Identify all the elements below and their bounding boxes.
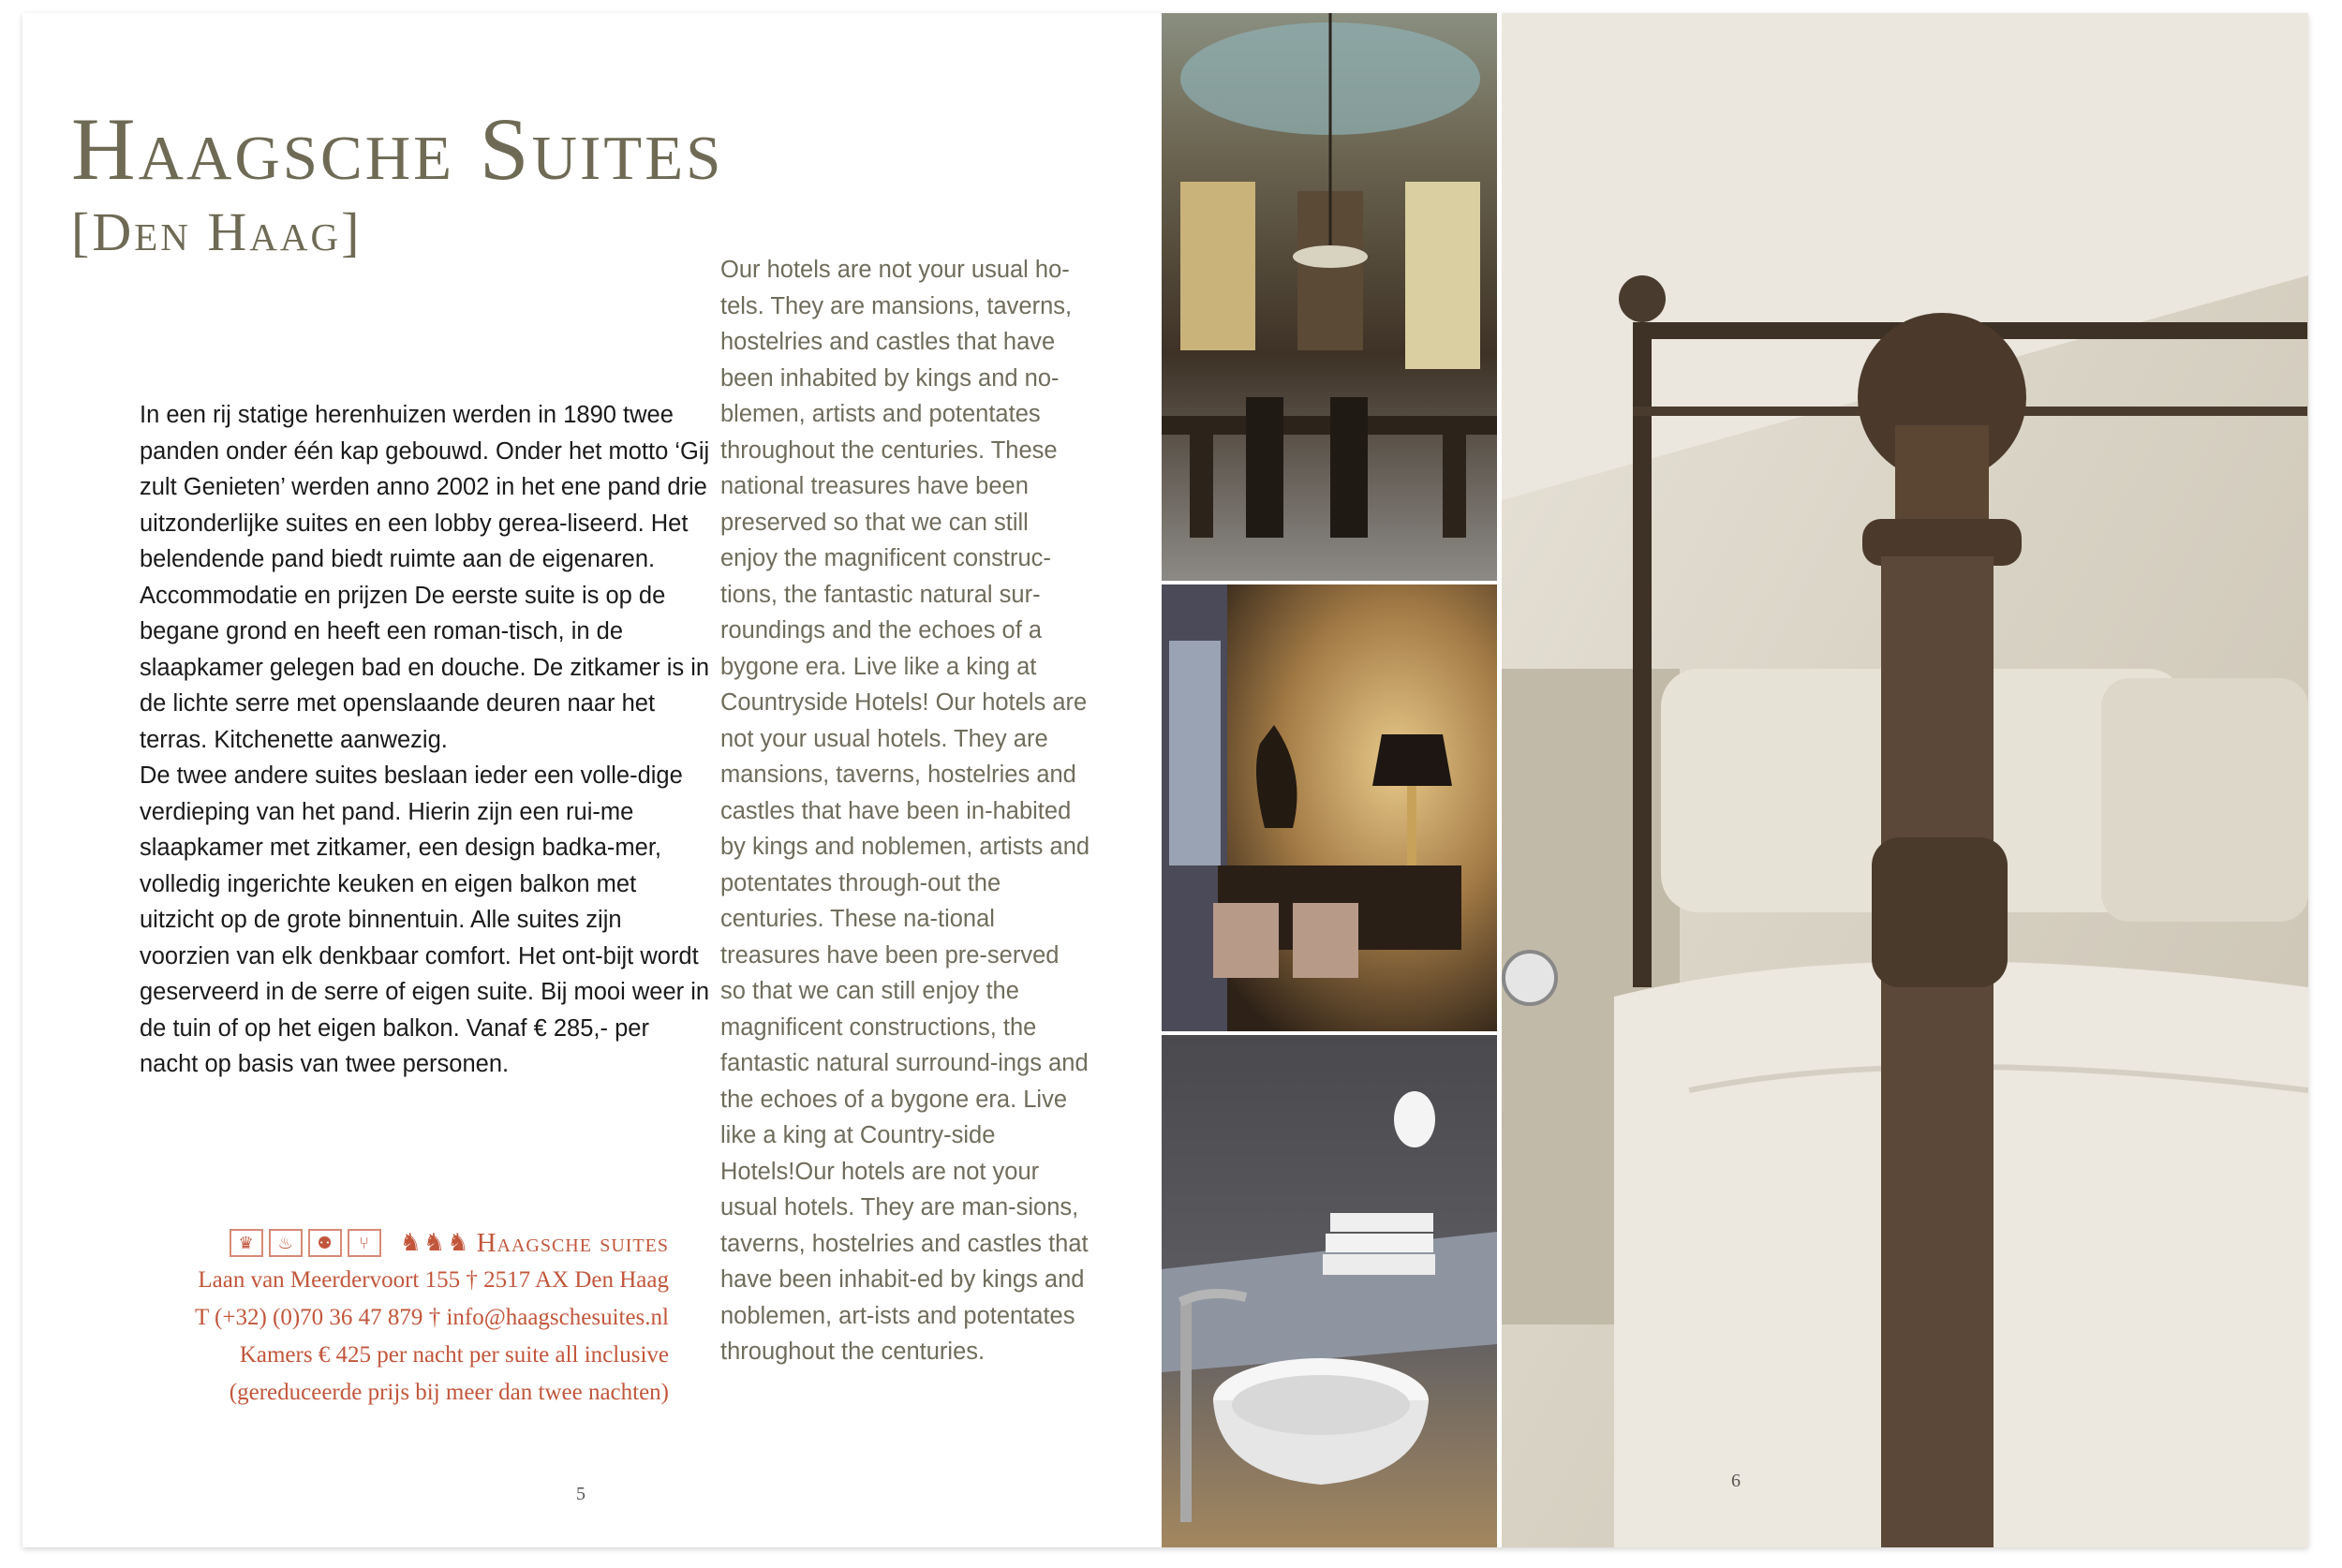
dutch-description — [140, 397, 711, 1083]
page-number-left: 5 — [576, 1484, 586, 1504]
english-description: Our hotels are not your usual ho-tels. They are mansions, taverns, hostelries and castles that have been inhabited by kings and no-blemen, artists and potentates throughout the centuries. These national treasures have been preserved so that we can still enjoy the magnificent construc-tions, the fantastic natural sur-roundings and the echoes of a bygone era. Live like a king at Countryside Hotels! Our hotels are not your usual hotels. They are mansions, taverns, hostelries and castles that have been in-habited by kings and noblemen, artists and potentates through-out the centuries. These na-tional treasures have been pre-served so that we can still enjoy the magnificent constructions, the fantastic natural surround-ings and the echoes of a bygone era. Live like a king at Country-side Hotels!Our hotels are not your usual hotels. They are man-sions, taverns, hostelries and castles that have been inhabit-ed by kings and noblemen, art-ists and potentates throughout the centuries. — [720, 257, 1090, 1365]
rooms-price: Kamers € 425 per nacht per suite all inclusive — [239, 1342, 669, 1368]
contact-brand-row — [195, 1224, 669, 1262]
postal-address: 2517 AX Den Haag — [483, 1267, 669, 1293]
page-number-right: 6 — [1731, 1471, 1741, 1491]
address-line — [195, 1262, 669, 1299]
lions-logo-icon: ♞♞♞ — [399, 1229, 471, 1256]
phone-email-line — [195, 1299, 669, 1337]
street-address: Laan van Meerdervoort 155 — [198, 1267, 461, 1293]
dutch-paragraph-2: De twee andere suites beslaan ieder een volle-dige verdieping van het pand. Hierin zijn een rui-me slaapkamer met zitkamer, een design badka-mer, volledig ingerichte keuken en eigen balkon met uitzicht op de grote binnentuin. Alle suites zijn voorzien van elk denkbaar comfort. Het ont-bijt wordt geserveerd in de serre of eigen suite. Bij mooi weer in de tuin of op het eigen balkon. Vanaf € 285,- per nacht op basis van twee personen. — [140, 762, 710, 1077]
couple-icon: ⚉ — [308, 1229, 342, 1257]
brand-name: Haagsche suites — [476, 1228, 669, 1258]
phone-number: T (+32) (0)70 36 47 879 — [194, 1305, 423, 1330]
bath-icon: ♨ — [269, 1229, 303, 1257]
crown-icon: ♛ — [230, 1229, 263, 1257]
dutch-paragraph-1: In een rij statige herenhuizen werden in 1890 twee panden onder één kap gebouwd. Onder het motto ‘Gij zult Genieten’ werden anno 2002 in het ene pand drie uitzonderlijke suites en een lobby gerea-liseerd. Het belendende pand biedt ruimte aan de eigenaren. Accommodatie en prijzen De eerste suite is op de begane grond en heeft een roman-tisch, in de slaapkamer gelegen bad en douche. De zitkamer is in de lichte serre met openslaande deuren naar het terras. Kitchenette aanwezig. — [140, 402, 710, 753]
page-title: Haagsche Suites — [71, 99, 724, 199]
bathroom-basin-photo — [1162, 1035, 1497, 1547]
dining-icon: ⑂ — [348, 1229, 381, 1257]
page-subtitle: [Den Haag] — [71, 201, 363, 262]
separator: † — [466, 1267, 478, 1293]
contact-block — [195, 1224, 669, 1412]
lounge-lamp-photo — [1162, 584, 1497, 1031]
bedroom-bed-photo — [1502, 13, 2308, 1547]
email-address[interactable]: info@haagschesuites.nl — [446, 1305, 669, 1330]
left-page — [22, 13, 1161, 1547]
separator: † — [428, 1305, 441, 1330]
price-note: (gereduceerde prijs bij meer dan twee nachten) — [229, 1380, 669, 1405]
dining-room-photo — [1162, 13, 1497, 581]
